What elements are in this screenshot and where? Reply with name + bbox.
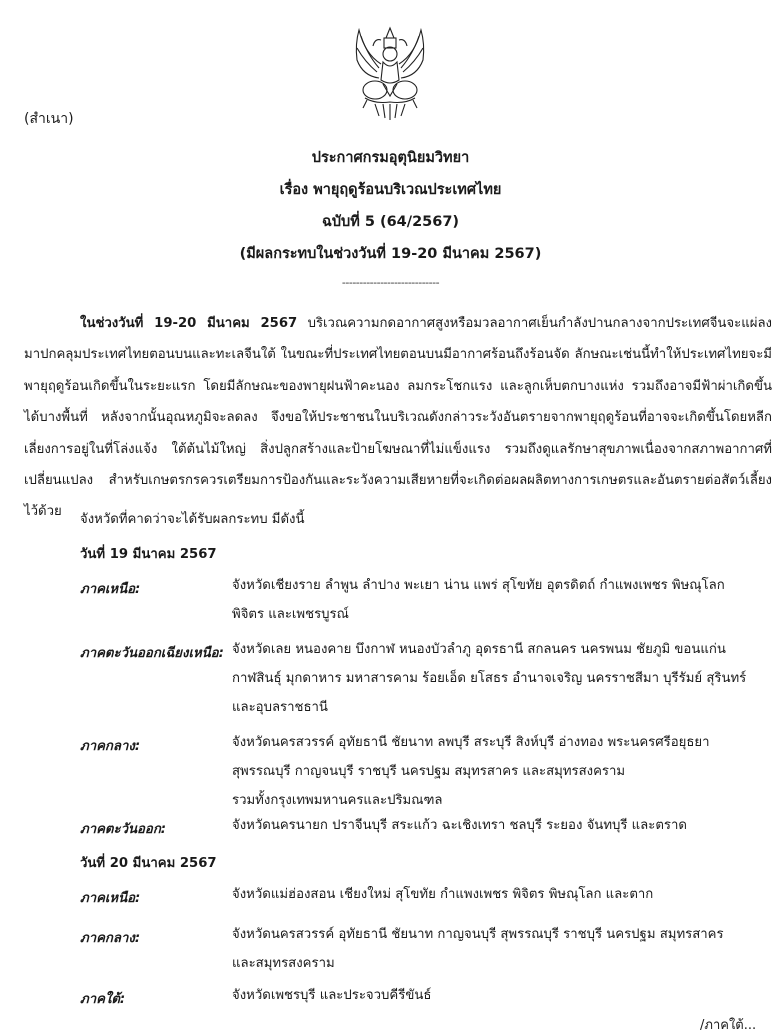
title-issue-number: ฉบับที่ 5 (64/2567)	[321, 214, 460, 230]
province-line: จังหวัดเชียงราย ลำพูน ลำปาง พะเยา น่าน แพร่ สุโขทัย อุตรดิตถ์ กำแพงเพชร พิษณุโลก	[232, 578, 725, 593]
region-label: ภาคเหนือ:	[80, 582, 141, 597]
title-subject: เรื่อง พายุฤดูร้อนบริเวณประเทศไทย	[279, 182, 502, 198]
affected-intro: จังหวัดที่คาดว่าจะได้รับผลกระทบ มีดังนี้	[80, 512, 305, 527]
region-label: ภาคตะวันออก:	[80, 822, 167, 837]
region-label: ภาคใต้:	[80, 992, 126, 1007]
region-provinces	[232, 920, 777, 978]
province-line: จังหวัดนครนายก ปราจีนบุรี สระแก้ว ฉะเชิงเทรา ชลบุรี ระยอง จันทบุรี และตราด	[232, 818, 687, 833]
province-line: และอุบลราชธานี	[232, 700, 328, 715]
province-line: จังหวัดแม่ฮ่องสอน เชียงใหม่ สุโขทัย กำแพงเพชร พิจิตร พิษณุโลก และตาก	[232, 887, 654, 902]
divider: ----------------------------	[341, 276, 440, 289]
region-provinces	[232, 635, 777, 722]
province-line: จังหวัดนครสวรรค์ อุทัยธานี ชัยนาท ลพบุรี สระบุรี สิงห์บุรี อ่างทอง พระนครศรีอยุธยา	[232, 735, 710, 750]
province-line: รวมทั้งกรุงเทพมหานครและปริมณฑล	[232, 793, 443, 808]
province-line: พิจิตร และเพชรบูรณ์	[232, 607, 349, 622]
page-continued-marker: /ภาคใต้...	[700, 1018, 757, 1033]
day-heading: วันที่ 19 มีนาคม 2567	[80, 547, 217, 562]
province-line: จังหวัดนครสวรรค์ อุทัยธานี ชัยนาท กาญจนบุรี สุพรรณบุรี ราชบุรี นครปฐม สมุทรสาคร	[232, 927, 724, 942]
region-provinces	[232, 811, 777, 840]
province-line: กาฬสินธุ์ มุกดาหาร มหาสารคาม ร้อยเอ็ด ยโสธร อำนาจเจริญ นครราชสีมา บุรีรัมย์ สุรินทร์	[232, 671, 747, 686]
copy-label: (สำเนา)	[24, 111, 74, 127]
province-line: สุพรรณบุรี กาญจนบุรี ราชบุรี นครปฐม สมุทรสาคร และสมุทรสงคราม	[232, 764, 626, 779]
region-label: ภาคกลาง:	[80, 931, 141, 946]
province-line: จังหวัดเลย หนองคาย บึงกาฬ หนองบัวลำภู อุดรธานี สกลนคร นครพนม ชัยภูมิ ขอนแก่น	[232, 642, 726, 657]
body-lead-bold: ในช่วงวันที่ 19-20 มีนาคม 2567	[80, 316, 298, 331]
body-text: บริเวณความกดอากาศสูงหรือมวลอากาศเย็นกำลังปานกลางจากประเทศจีนจะแผ่ลงมาปกคลุมประเทศไทยตอนบนและทะเลจีนใต้ ในขณะที่ประเทศไทยตอนบนมีอากาศร้อนถึงร้อนจัด ลักษณะเช่นนี้ทำให้ประเทศไทยจะมีพายุฤดูร้อนเกิดขึ้นในระยะแรก โดยมีลักษณะของพายุฝนฟ้าคะนอง ลมกระโชกแรง และลูกเห็บตกบางแห่ง รวมถึงอาจมีฟ้าผ่าเกิดขึ้นได้บางพื้นที่ หลังจากนั้นอุณหภูมิจะลดลง จึงขอให้ประชาชนในบริเวณดังกล่าวระวังอันตรายจากพายุฤดูร้อนที่อาจจะเกิดขึ้นโดยหลีกเลี่ยงการอยู่ในที่โล่งแจ้ง ใต้ต้นไม้ใหญ่ สิ่งปลูกสร้างและป้ายโฆษณาที่ไม่แข็งแรง รวมถึงดูแลรักษาสุขภาพเนื่องจากสภาพอากาศที่เปลี่ยนแปลง สำหรับเกษตรกรควรเตรียมการป้องกันและระวังความเสียหายที่จะเกิดต่อผลผลิตทางการเกษตรและอันตรายต่อสัตว์เลี้ยงไว้ด้วย	[24, 316, 772, 520]
announcement-title	[0, 142, 781, 270]
province-line: และสมุทรสงคราม	[232, 956, 335, 971]
region-label: ภาคกลาง:	[80, 739, 141, 754]
region-label: ภาคตะวันออกเฉียงเหนือ:	[80, 646, 224, 661]
region-provinces	[232, 728, 777, 815]
region-provinces	[232, 981, 777, 1010]
garuda-emblem-icon	[345, 24, 435, 122]
region-provinces	[232, 880, 777, 909]
province-line: จังหวัดเพชรบุรี และประจวบคีรีขันธ์	[232, 988, 432, 1003]
region-label: ภาคเหนือ:	[80, 891, 141, 906]
day-heading: วันที่ 20 มีนาคม 2567	[80, 856, 217, 871]
body-paragraph	[24, 308, 772, 528]
title-effective-period: (มีผลกระทบในช่วงวันที่ 19-20 มีนาคม 2567)	[239, 246, 542, 262]
region-provinces	[232, 571, 777, 629]
title-agency: ประกาศกรมอุตุนิยมวิทยา	[311, 150, 470, 166]
